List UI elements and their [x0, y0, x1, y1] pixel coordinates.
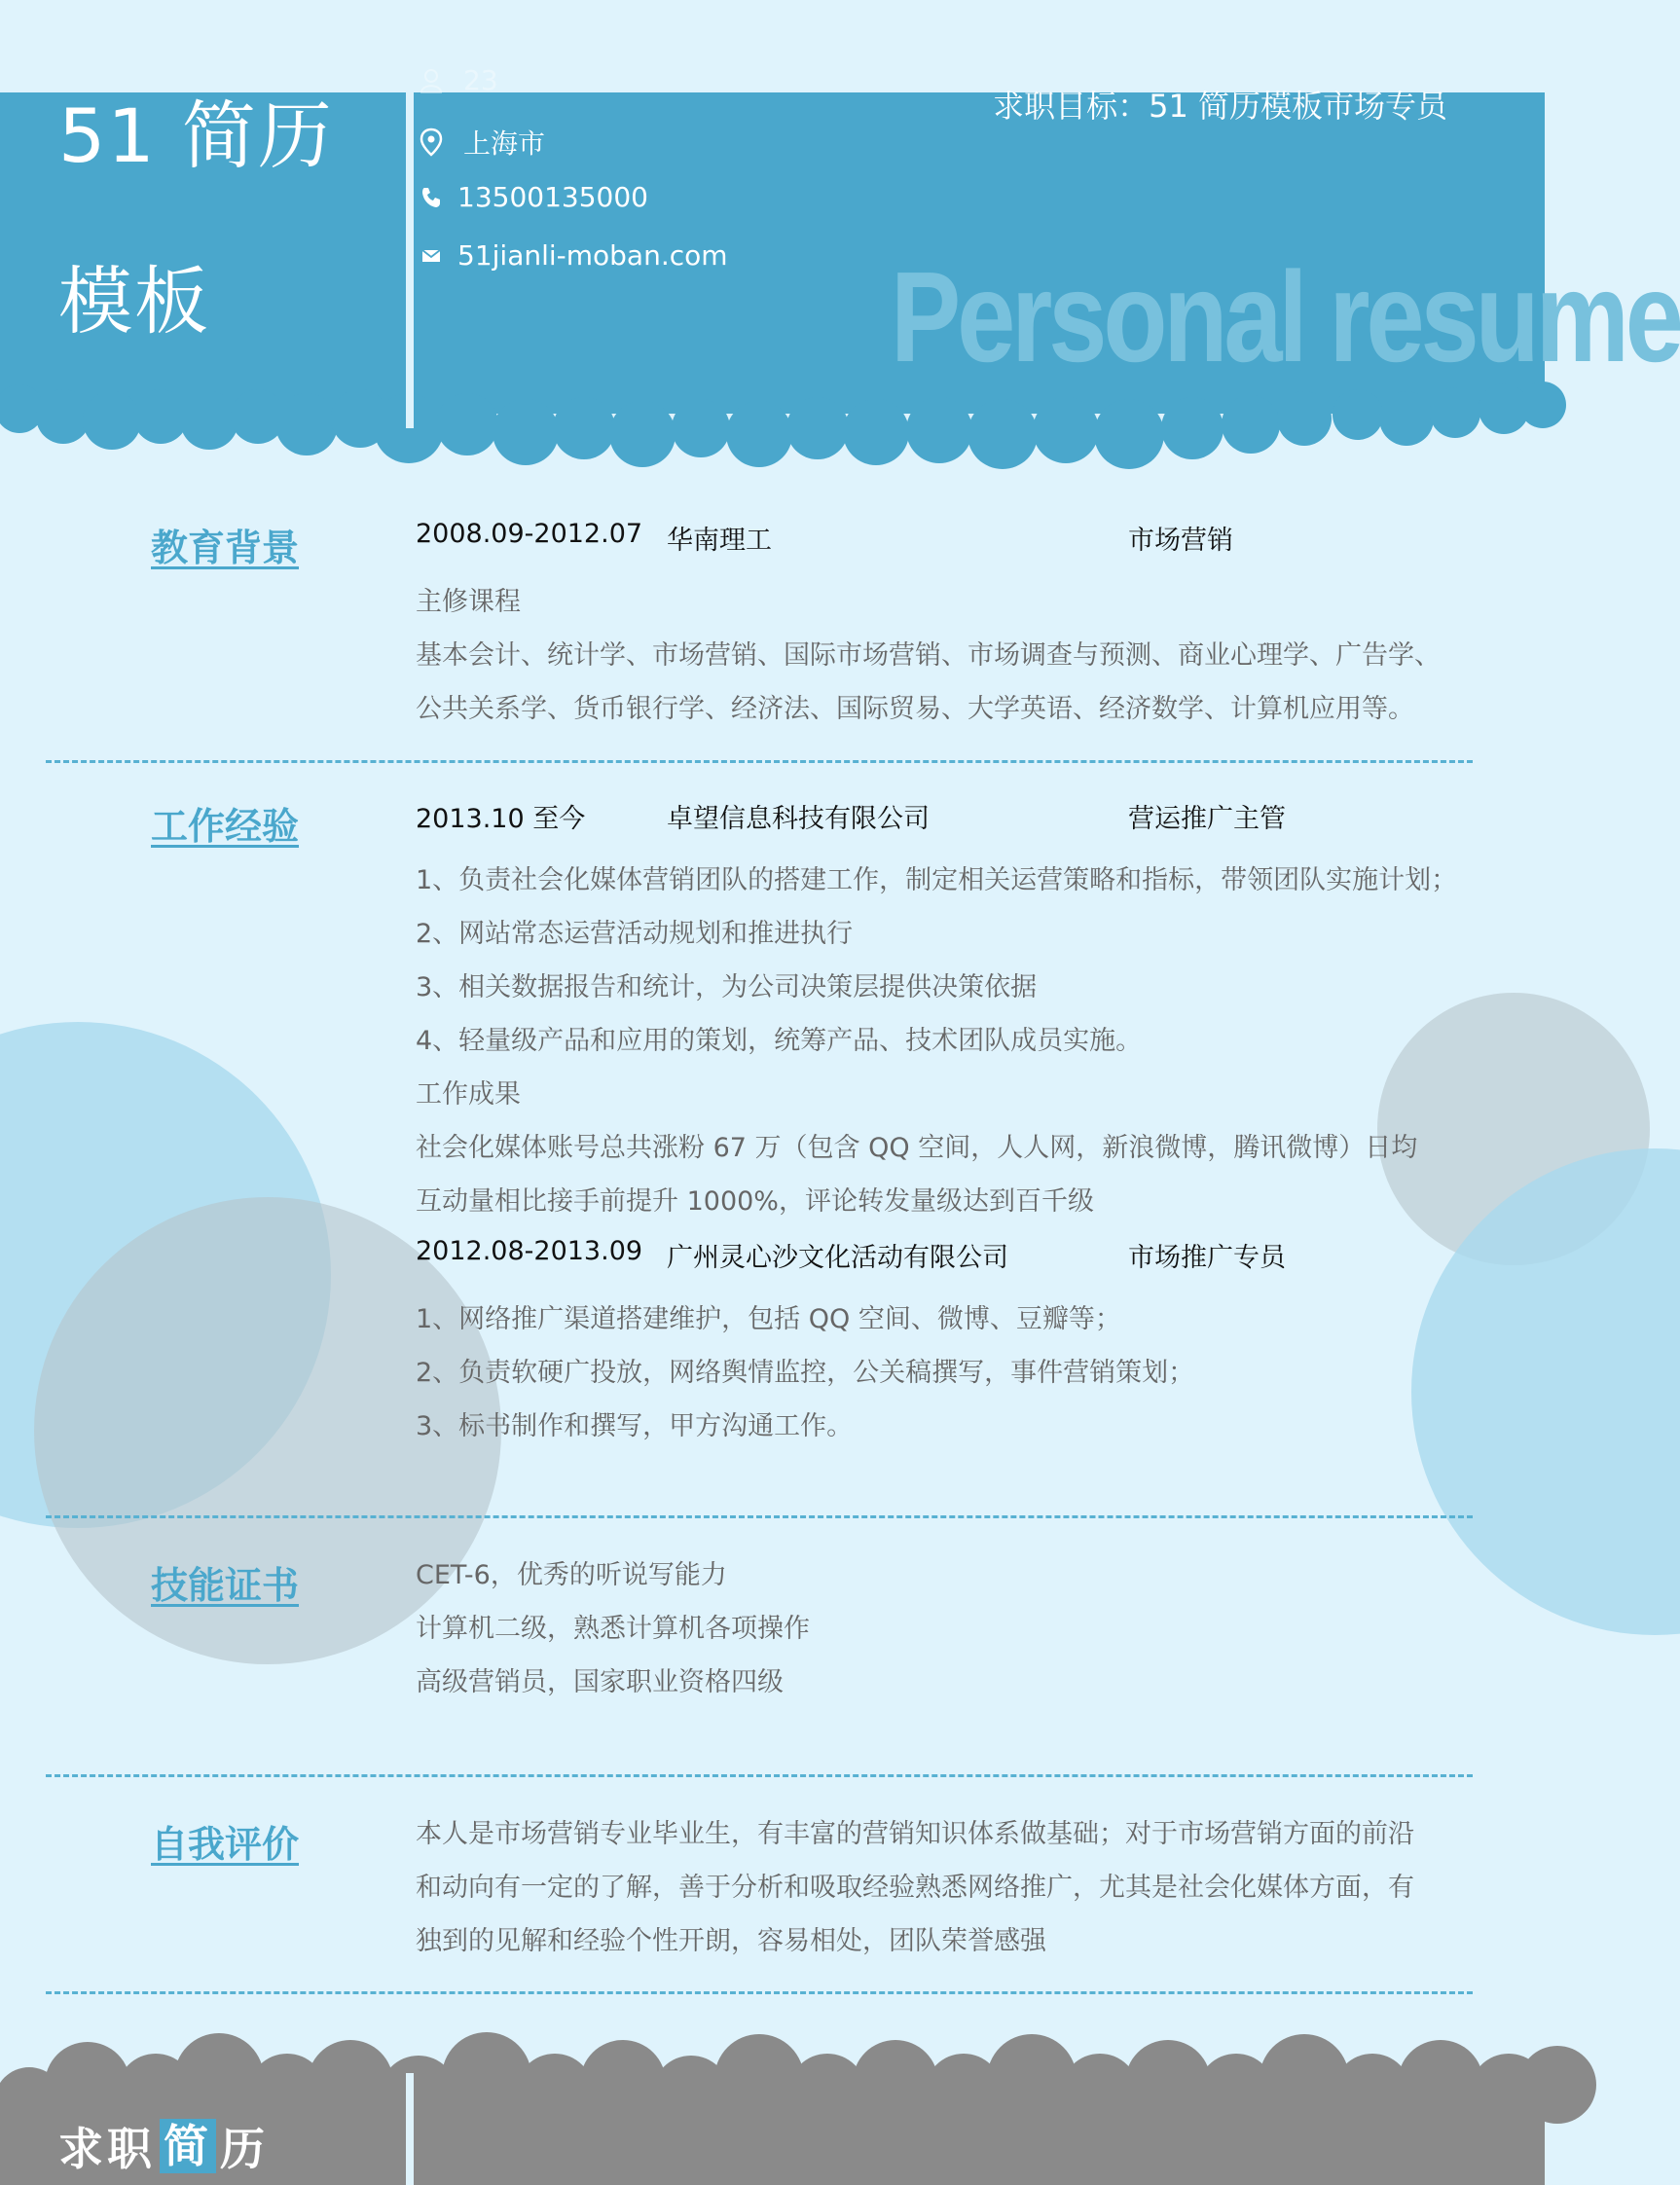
- education-school: 华南理工: [667, 526, 772, 556]
- job2-duty-2: 2、负责软硬广投放，网络舆情监控，公关稿撰写，事件营销策划；: [416, 1358, 1195, 1388]
- skill-item-1: CET-6，优秀的听说写能力: [416, 1560, 727, 1590]
- section-divider: [46, 1515, 1473, 1518]
- section-title-self: 自我评价: [151, 1823, 300, 1866]
- job1-duty-2: 2、网站常态运营活动规划和推进执行: [416, 919, 854, 949]
- courses-label: 主修课程: [416, 587, 521, 617]
- courses-line-1: 基本会计、统计学、市场营销、国际市场营销、市场调查与预测、商业心理学、广告学、: [416, 640, 1441, 671]
- logo-text-part1: 求职: [58, 2123, 156, 2175]
- contact-website: [417, 239, 728, 272]
- education-row: [416, 519, 1233, 556]
- skill-item-2: 计算机二级，熟悉计算机各项操作: [416, 1614, 810, 1644]
- section-title-skills: 技能证书: [151, 1564, 300, 1607]
- job2-period: 2012.08-2013.09: [416, 1236, 643, 1266]
- section-title-work: 工作经验: [151, 805, 300, 848]
- education-major: 市场营销: [1128, 526, 1233, 556]
- contact-phone: [417, 181, 648, 213]
- job1-duty-3: 3、相关数据报告和统计，为公司决策层提供决策依据: [416, 972, 1038, 1002]
- job2-row: [416, 1236, 1286, 1273]
- self-line-3: 独到的见解和经验个性开朗，容易相处，团队荣誉感强: [416, 1926, 1046, 1956]
- job1-row: [416, 797, 1286, 835]
- job1-position: 营运推广主管: [1128, 804, 1286, 834]
- job1-duty-1: 1、负责社会化媒体营销团队的搭建工作，制定相关运营策略和指标，带领团队实施计划；: [416, 865, 1458, 895]
- contact-age: [417, 64, 498, 96]
- job2-company: 广州灵心沙文化活动有限公司: [667, 1243, 1008, 1273]
- self-line-1: 本人是市场营销专业毕业生，有丰富的营销知识体系做基础；对于市场营销方面的前沿: [416, 1819, 1414, 1849]
- mail-icon: [417, 241, 446, 271]
- section-title-education: 教育背景: [151, 527, 300, 569]
- logo-text-part3: 历: [220, 2123, 269, 2175]
- section-divider: [46, 760, 1473, 763]
- city-text: 上海市: [463, 127, 546, 160]
- candidate-name: 51 简历模板: [58, 92, 334, 345]
- job2-duty-3: 3、标书制作和撰写，甲方沟通工作。: [416, 1411, 854, 1441]
- personal-resume-watermark: Personal resume: [891, 245, 1680, 388]
- job2-duty-1: 1、网络推广渠道搭建维护，包括 QQ 空间、微博、豆瓣等；: [416, 1304, 1121, 1334]
- section-divider: [46, 1991, 1473, 1994]
- job1-duty-4: 4、轻量级产品和应用的策划，统筹产品、技术团队成员实施。: [416, 1026, 1143, 1056]
- section-divider: [46, 1774, 1473, 1777]
- job1-results-line-1: 社会化媒体账号总共涨粉 67 万（包含 QQ 空间，人人网，新浪微博，腾讯微博）日均: [416, 1133, 1418, 1163]
- education-period: 2008.09-2012.07: [416, 519, 643, 549]
- self-line-2: 和动向有一定的了解，善于分析和吸取经验熟悉网络推广，尤其是社会化媒体方面，有: [416, 1873, 1414, 1903]
- job1-company: 卓望信息科技有限公司: [667, 804, 930, 834]
- courses-line-2: 公共关系学、货币银行学、经济法、国际贸易、大学英语、经济数学、计算机应用等。: [416, 694, 1414, 724]
- job-objective: 求职目标：51 简历模板市场专员: [993, 88, 1447, 125]
- job1-results-line-2: 互动量相比接手前提升 1000%，评论转发量级达到百千级: [416, 1186, 1094, 1217]
- contact-city: [417, 123, 545, 162]
- location-pin-icon: [417, 127, 446, 157]
- skill-item-3: 高级营销员，国家职业资格四级: [416, 1667, 784, 1697]
- job1-results-label: 工作成果: [416, 1079, 521, 1110]
- age-text: 23: [463, 64, 498, 96]
- person-icon: [417, 66, 446, 95]
- phone-text: 13500135000: [457, 181, 648, 213]
- job2-position: 市场推广专员: [1128, 1243, 1286, 1273]
- footer-logo: [58, 2114, 269, 2178]
- logo-text-highlight: 简: [160, 2119, 216, 2173]
- job1-period: 2013.10 至今: [416, 804, 586, 834]
- website-text: 51jianli-moban.com: [457, 239, 728, 272]
- phone-icon: [417, 183, 446, 212]
